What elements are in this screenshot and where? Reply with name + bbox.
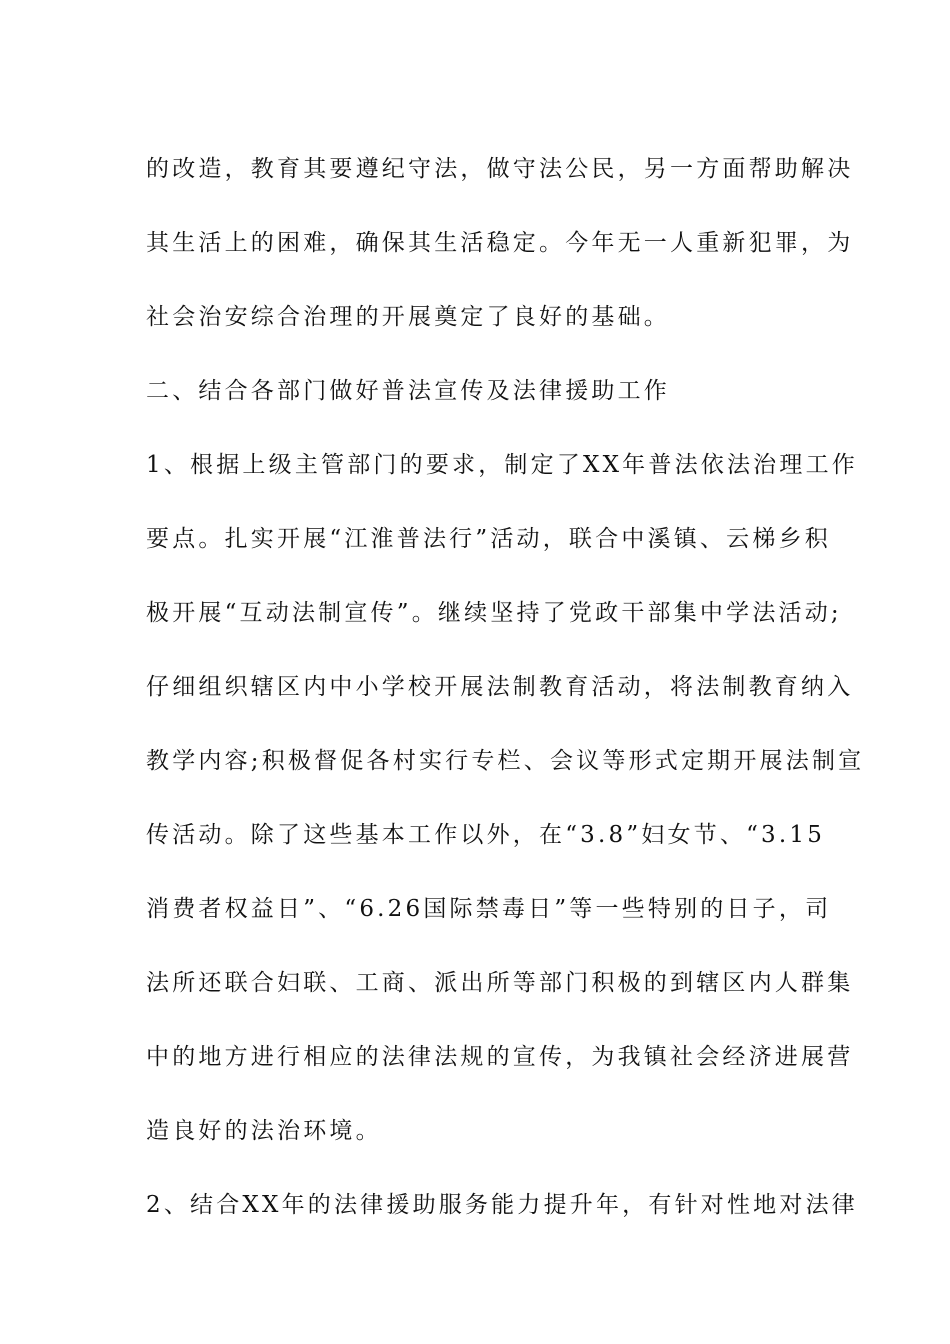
text-line: 消费者权益日”、“6.26国际禁毒日”等一些特别的日子，司 — [146, 896, 832, 922]
text-line: 教学内容;积极督促各村实行专栏、会议等形式定期开展法制宣 — [146, 748, 865, 774]
section-heading: 二、结合各部门做好普法宣传及法律援助工作 — [146, 378, 670, 404]
text-line: 极开展“互动法制宣传”。继续坚持了党政干部集中学法活动; — [146, 600, 842, 626]
text-line: 造良好的法治环境。 — [146, 1118, 382, 1144]
text-line: 传活动。除了这些基本工作以外，在“3.8”妇女节、“3.15 — [146, 822, 826, 848]
document-page — [146, 132, 865, 1242]
text-line: 中的地方进行相应的法律法规的宣传，为我镇社会经济进展营 — [146, 1044, 854, 1070]
text-line: 社会治安综合治理的开展奠定了良好的基础。 — [146, 304, 670, 330]
text-line: 要点。扎实开展“江淮普法行”活动，联合中溪镇、云梯乡积 — [146, 526, 831, 552]
text-line: 2、结合XX年的法律援助服务能力提升年，有针对性地对法律 — [146, 1192, 858, 1218]
text-line: 其生活上的困难，确保其生活稳定。今年无一人重新犯罪，为 — [146, 230, 854, 256]
text-line: 法所还联合妇联、工商、派出所等部门积极的到辖区内人群集 — [146, 970, 854, 996]
text-line: 仔细组织辖区内中小学校开展法制教育活动，将法制教育纳入 — [146, 674, 854, 700]
text-line: 1、根据上级主管部门的要求，制定了XX年普法依法治理工作 — [146, 452, 858, 478]
text-line: 的改造，教育其要遵纪守法，做守法公民，另一方面帮助解决 — [146, 156, 854, 182]
